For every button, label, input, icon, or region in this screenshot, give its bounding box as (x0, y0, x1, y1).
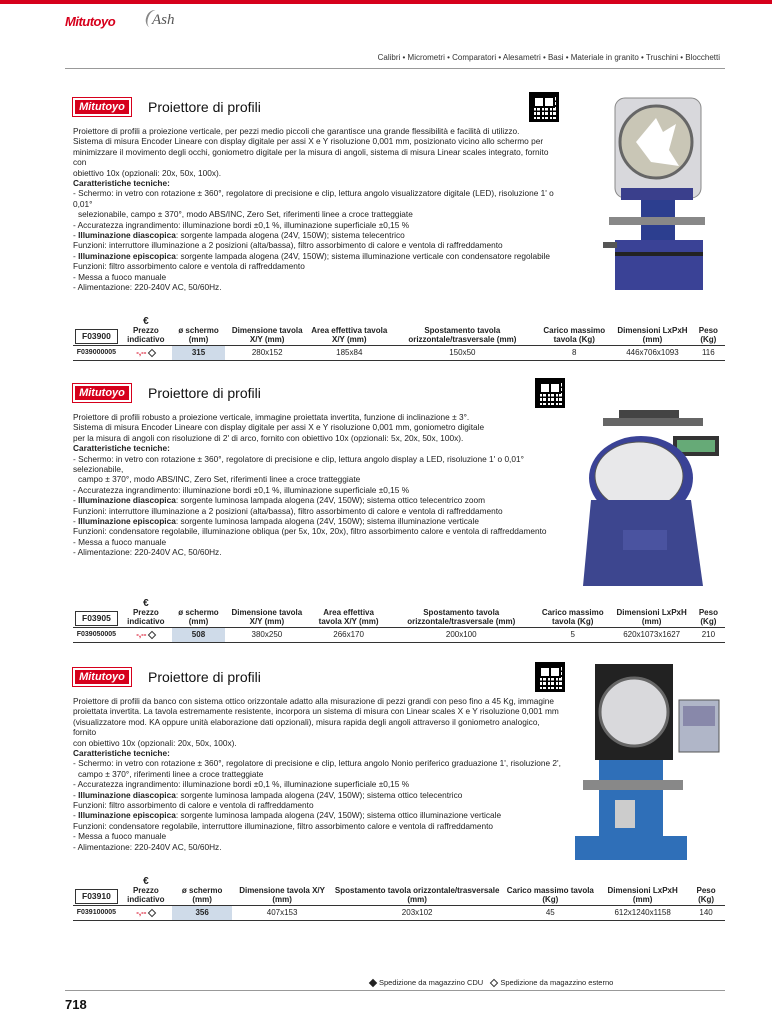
dia-text: : sorgente lampada alogena (24V, 150W); sistema telecentrico (175, 230, 405, 241)
col-header: Area effettiva tavola X/Y (mm) (311, 326, 388, 344)
desc-line: obiettivo 10x (opzionali: 20x, 50x, 100x). (73, 167, 222, 178)
price-header: Prezzo indicativo (127, 608, 165, 626)
desc-line: Sistema di misura Encoder Lineare con display digitale per assi X e Y risoluzione 0,001 mm, posizionato vicino allo schermo per (73, 136, 544, 147)
profile-projector-image-3 (575, 660, 725, 865)
epi-text: : sorgente luminosa lampada alogena (24V, 150W); sistema ottico illuminazione verticale (175, 810, 502, 821)
tech-heading: Caratteristiche tecniche: (73, 443, 170, 454)
cell-value: 116 (701, 348, 715, 357)
epi-label: Illuminazione episcopica (78, 810, 176, 821)
price: -,-- (136, 348, 147, 357)
group-code: F03905 (75, 611, 118, 626)
tech-line: - Schermo: in vetro con rotazione ± 360°, regolatore di precisione e clip, lettura angolo Nonio periferico graduazione 1', risoluzione 2', (73, 758, 561, 769)
ash-logo (152, 12, 175, 29)
product-title: Proiettore di profili (148, 669, 261, 685)
cdu-shipping-icon (369, 979, 377, 987)
product-section-1 (65, 92, 725, 372)
desc-line: minimizzare il movimento degli occhi, goniometro digitale per la misura di angoli, sistema di misura Linear scales integrato, fornito con (73, 146, 549, 168)
desc-line: (visualizzatore mod. KA oppure unità elaborazione dati opzionali), misura rapida degli angoli attraverso il goniometro analogico, fornito (73, 716, 540, 738)
price-header: Prezzo indicativo (127, 326, 165, 344)
col-header: Dimensioni LxPxH (mm) (616, 608, 687, 626)
header-red-bar (0, 0, 772, 4)
col-header: Spostamento tavola orizzontale/trasversale (mm) (407, 608, 516, 626)
cell-value: 280x152 (251, 348, 283, 357)
spec-table-2 (73, 598, 725, 643)
cell-value: 45 (545, 908, 555, 917)
cell-value: 508 (172, 628, 225, 643)
epi-text: : sorgente luminosa lampada alogena (24V, 150W); sistema illuminazione verticale (175, 516, 479, 527)
page-number: 718 (65, 997, 87, 1012)
func-line: Funzioni: condensatore regolabile, interruttore illuminazione, filtro assorbimento calore e ventola di raffreddamento (73, 820, 493, 831)
euro-sign: € (143, 876, 149, 887)
desc-line: Proiettore di profili da banco con sistema ottico orizzontale adatto alla misurazione di pezzi grandi con peso fino a 45 Kg, immagine (73, 696, 555, 706)
group-code: F03910 (75, 889, 118, 904)
func-line: Funzioni: interruttore illuminazione a 2 posizioni (alta/bassa), filtro assorbimento di calore e ventola di raffreddamento (73, 240, 503, 251)
tail-line: - Messa a fuoco manuale (73, 831, 167, 842)
table-row[interactable] (73, 346, 725, 361)
profile-projector-image-1 (601, 92, 713, 297)
cell-value: 140 (699, 908, 713, 917)
product-description: Proiettore di profili da banco con sistema ottico orizzontale adatto alla misurazione di pezzi grandi con peso fino a 45 Kg, immagine proiettata invertita. La tavola estremamente resistente, incorpora un sistema di misura con Linear scales X e Y risoluzione 0,001 mm (visualizzatore mod. KA oppure unità elaborazione dati opzionali), misura rapida degli angoli attraverso il goniometro analogico, fornito con obiettivo 10x (opzionali: 20x, 50x, 100x). Caratteristiche tecniche: - Schermo: in vetro con rotazione ± 360°, regolatore di precisione e clip, lettura angolo Nonio periferico graduazione 1', risoluzione 2', campo ± 370°, riferimenti linee a croce tratteggiate - Accuratezza ingrandimento: illuminazione bordi ±0,1 %, illuminazione superficiale ±0,15 % - Illuminazione diascopica: sorgente luminosa lampada alogena (24V, 150W); sistema ottico telecentrico Funzioni: filtro assorbimento di calore e ventola di raffreddamento - Illuminazione episcopica: sorgente luminosa lampada alogena (24V, 150W); sistema ottico illuminazione verticale Funzioni: condensatore regolabile, interruttore illuminazione, filtro assorbimento calore e ventola di raffreddamento - Messa a fuoco manuale - Alimentazione: 220-240V AC, 50/60Hz. (73, 696, 563, 852)
dia-text: : sorgente luminosa lampada alogena (24V, 150W); sistema ottico telecentrico zoom (175, 495, 485, 506)
cell-value: 185x84 (336, 348, 363, 357)
col-header: ø schermo (mm) (178, 608, 219, 626)
page-header (0, 0, 772, 40)
table-row[interactable] (73, 628, 725, 643)
header-divider (65, 68, 725, 69)
qr-code-icon[interactable] (535, 378, 565, 408)
price: -,-- (136, 908, 147, 917)
legend-external-text: Spedizione da magazzino esterno (500, 978, 614, 987)
price-header: Prezzo indicativo (127, 886, 165, 904)
tail-line: - Alimentazione: 220-240V AC, 50/60Hz. (73, 282, 222, 293)
func-line: Funzioni: filtro assorbimento di calore e ventola di raffreddamento (73, 800, 314, 811)
col-header: Carico massimo tavola (Kg) (506, 886, 594, 904)
func-line: Funzioni: interruttore illuminazione a 2 posizioni (alta/bassa), filtro assorbimento di calore e ventola di raffreddamento (73, 505, 503, 516)
legend-cdu-text: Spedizione da magazzino CDU (379, 978, 484, 987)
cell-value: 266x170 (333, 630, 364, 639)
tech-line: campo ± 370°, modo ABS/INC, Zero Set, riferimenti linee a croce tratteggiate (78, 474, 361, 485)
desc-line: con obiettivo 10x (opzionali: 20x, 50x, 100x). (73, 737, 237, 748)
tail-line: - Alimentazione: 220-240V AC, 50/60Hz. (73, 841, 222, 852)
tech-line: selezionabile, campo ± 370°, modo ABS/INC, Zero Set, riferimenti linee a croce tratteggiate (78, 209, 413, 220)
product-title: Proiettore di profili (148, 385, 261, 401)
product-description: Proiettore di profili a proiezione verticale, per pezzi medio piccoli che garantisce una grande flessibilità e facilità di utilizzo. Sistema di misura Encoder Lineare con display digitale per assi X e Y risoluzione 0,001 mm, posizionato vicino allo schermo per minimizzare il movimento degli occhi, goniometro digitale per la misura di angoli, sistema di misura Linear scales integrato, fornito con obiettivo 10x (opzionali: 20x, 50x, 100x). Caratteristiche tecniche: - Schermo: in vetro con rotazione ± 360°, regolatore di precisione e clip, lettura angolo visualizzatore digitale (LED), risoluzione 1' o 0,01° selezionabile, campo ± 370°, modo ABS/INC, Zero Set, riferimenti linee a croce tratteggiate - Accuratezza ingrandimento: illuminazione bordi ±0,1 %, illuminazione superficiale ±0,15 % - Illuminazione diascopica: sorgente lampada alogena (24V, 150W); sistema telecentrico Funzioni: interruttore illuminazione a 2 posizioni (alta/bassa), filtro assorbimento di calore e ventola di raffreddamento - Illuminazione episcopica: sorgente lampada alogena (24V, 150W); sistema illuminazione verticale con condensatore regolabile Funzioni: filtro assorbimento calore e ventola di raffreddamento - Messa a fuoco manuale - Alimentazione: 220-240V AC, 50/60Hz. (73, 126, 563, 293)
profile-projector-image-2 (583, 410, 723, 588)
footer-divider (65, 990, 725, 991)
dia-label: Illuminazione diascopica (78, 495, 176, 506)
euro-sign: € (143, 598, 149, 609)
col-header: Peso (Kg) (698, 326, 718, 344)
col-header: Dimensione tavola X/Y (mm) (239, 886, 325, 904)
article-code[interactable]: F039000005 (76, 349, 117, 356)
desc-line: per la misura di angoli con risoluzione di 2' di arco, fornito con obiettivo 10x (opzionali: 5x, 20x, 50x, 100x). (73, 432, 464, 443)
brand-badge: Mitutoyo (73, 384, 131, 402)
col-header: Peso (Kg) (696, 886, 716, 904)
cell-value: 446x706x1093 (626, 348, 679, 357)
cell-value: 203x102 (401, 908, 433, 917)
table-row[interactable] (73, 906, 725, 921)
product-section-2 (65, 376, 725, 656)
brand-badge: Mitutoyo (73, 98, 131, 116)
article-code[interactable]: F039050005 (76, 631, 117, 638)
desc-line: Proiettore di profili robusto a proiezione verticale, immagine proiettata invertita, funzione di inclinazione ± 3°. (73, 412, 470, 422)
ash-logo-text: Ash (152, 12, 175, 28)
tech-heading: Caratteristiche tecniche: (73, 748, 170, 759)
col-header: Spostamento tavola orizzontale/trasversale (mm) (408, 326, 517, 344)
dia-label: Illuminazione diascopica (78, 789, 176, 800)
cell-value: 150x50 (449, 348, 476, 357)
price: -,-- (136, 630, 147, 639)
tech-line: - Schermo: in vetro con rotazione ± 360°, regolatore di precisione e clip, lettura angolo visualizzatore digitale (LED), risoluzione 1' o 0,01° (73, 188, 554, 209)
cell-value: 612x1240x1158 (614, 908, 671, 917)
tail-line: - Alimentazione: 220-240V AC, 50/60Hz. (73, 547, 222, 558)
col-header: Dimensioni LxPxH (mm) (617, 326, 688, 344)
product-description: Proiettore di profili robusto a proiezione verticale, immagine proiettata invertita, funzione di inclinazione ± 3°. Sistema di misura Encoder Lineare con display digitale per assi X e Y risoluzione 0,001 mm, goniometro digitale per la misura di angoli con risoluzione di 2' di arco, fornito con obiettivo 10x (opzionali: 5x, 20x, 50x, 100x). Caratteristiche tecniche: - Schermo: in vetro con rotazione ± 360°, regolatore di precisione e clip, lettura angolo display a LED, risoluzione 1' o 0,01° selezionabile, campo ± 370°, modo ABS/INC, Zero Set, riferimenti linee a croce tratteggiate - Accuratezza ingrandimento: illuminazione bordi ±0,1 %, illuminazione superficiale ±0,15 % - Illuminazione diascopica: sorgente luminosa lampada alogena (24V, 150W); sistema ottico telecentrico zoom Funzioni: interruttore illuminazione a 2 posizioni (alta/bassa), filtro assorbimento di calore e ventola di raffreddamento - Illuminazione episcopica: sorgente luminosa lampada alogena (24V, 150W); sistema illuminazione verticale Funzioni: condensatore regolabile, illuminazione obliqua (per 5x, 10x, 20x), filtro assorbimento calore e ventola di raffreddamento - Messa a fuoco manuale - Alimentazione: 220-240V AC, 50/60Hz. (73, 412, 563, 558)
external-shipping-icon (490, 979, 498, 987)
epi-label: Illuminazione episcopica (78, 516, 176, 527)
product-title: Proiettore di profili (148, 99, 261, 115)
tech-line: campo ± 370°, riferimenti linee a croce tratteggiate (78, 768, 264, 779)
epi-text: : sorgente lampada alogena (24V, 150W); sistema illuminazione verticale con condensatore regolabile (175, 250, 551, 261)
col-header: Spostamento tavola orizzontale/trasversale (mm) (334, 886, 500, 904)
cell-value: 315 (172, 346, 225, 361)
euro-sign: € (143, 316, 149, 327)
col-header: Dimensioni LxPxH (mm) (607, 886, 678, 904)
col-header: Dimensione tavola X/Y (mm) (231, 608, 303, 626)
dia-text: : sorgente luminosa lampada alogena (24V, 150W); sistema ottico telecentrico (175, 789, 463, 800)
legend-external (491, 978, 613, 987)
desc-line: proiettata invertita. La tavola estremamente resistente, incorpora un sistema di misura con Linear scales X e Y risoluzione 0,001 mm (73, 706, 559, 717)
tech-line: - Accuratezza ingrandimento: illuminazione bordi ±0,1 %, illuminazione superficiale ±0,15 % (73, 219, 410, 230)
product-section-3 (65, 660, 725, 940)
col-header: Carico massimo tavola (Kg) (541, 608, 604, 626)
cell-value: 380x250 (251, 630, 283, 639)
cell-value: 407x153 (266, 908, 298, 917)
external-shipping-icon (148, 909, 156, 917)
cell-value: 210 (701, 630, 716, 639)
dia-label: Illuminazione diascopica (78, 230, 176, 241)
col-header: ø schermo (mm) (178, 326, 219, 344)
col-header: Area effettiva tavola X/Y (mm) (318, 608, 379, 626)
external-shipping-icon (148, 631, 156, 639)
col-header: Carico massimo tavola (Kg) (543, 326, 606, 344)
col-header: ø schermo (mm) (181, 886, 223, 904)
col-header: Dimensione tavola X/Y (mm) (231, 326, 303, 344)
desc-line: Sistema di misura Encoder Lineare con display digitale per assi X e Y risoluzione 0,001 mm, goniometro digitale (73, 422, 485, 433)
col-header: Peso (Kg) (698, 608, 718, 626)
qr-code-icon[interactable] (535, 662, 565, 692)
cell-value: 356 (172, 906, 233, 921)
tech-line: - Accuratezza ingrandimento: illuminazione bordi ±0,1 %, illuminazione superficiale ±0,15 % (73, 484, 410, 495)
shipping-legend (370, 978, 619, 987)
spec-table-3 (73, 876, 725, 921)
external-shipping-icon (148, 349, 156, 357)
tail-line: - Messa a fuoco manuale (73, 271, 167, 282)
func-line: Funzioni: condensatore regolabile, illuminazione obliqua (per 5x, 10x, 20x), filtro assorbimento calore e ventola di raffreddamento (73, 526, 547, 537)
tail-line: - Messa a fuoco manuale (73, 536, 167, 547)
func-line: Funzioni: filtro assorbimento calore e ventola di raffreddamento (73, 261, 305, 272)
epi-label: Illuminazione episcopica (78, 250, 176, 261)
category-breadcrumb: Calibri • Micrometri • Comparatori • Alesametri • Basi • Materiale in granito • Truschini • Blocchetti (377, 53, 720, 62)
cell-value: 8 (572, 348, 577, 357)
cell-value: 200x100 (445, 630, 477, 639)
tech-heading: Caratteristiche tecniche: (73, 178, 170, 189)
group-code: F03900 (75, 329, 118, 344)
mitutoyo-logo: Mitutoyo (65, 14, 116, 29)
article-code[interactable]: F039100005 (76, 909, 117, 916)
tech-line: - Accuratezza ingrandimento: illuminazione bordi ±0,1 %, illuminazione superficiale ±0,15 % (73, 779, 410, 790)
tech-line: - Schermo: in vetro con rotazione ± 360°, regolatore di precisione e clip, lettura angolo display a LED, risoluzione 1' o 0,01° selezionabile, (73, 453, 524, 475)
cell-value: 5 (570, 630, 575, 639)
cell-value: 620x1073x1627 (623, 630, 681, 639)
brand-badge: Mitutoyo (73, 668, 131, 686)
qr-code-icon[interactable] (529, 92, 559, 122)
legend-cdu (370, 978, 483, 987)
desc-line: Proiettore di profili a proiezione verticale, per pezzi medio piccoli che garantisce una grande flessibilità e facilità di utilizzo. (73, 126, 520, 136)
spec-table-1 (73, 316, 725, 361)
